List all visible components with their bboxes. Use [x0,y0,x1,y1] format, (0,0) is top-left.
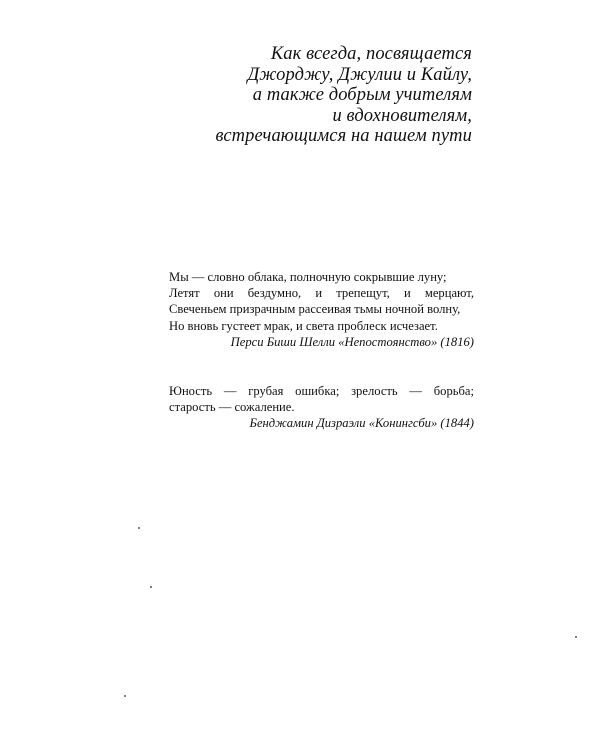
dedication-line: Как всегда, посвящается [270,44,472,64]
dedication-line: Джорджу, Джулии и Кайлу, [247,64,472,85]
epigraph-line: Юность — грубая ошибка; зрелость — борьба; [169,384,474,398]
scan-speck [124,695,126,697]
scan-speck [138,527,140,529]
epigraph-line: Летят они бездумно, и трепещут, и мерцают, [169,286,474,301]
scan-speck [150,586,152,588]
dedication [215,44,472,147]
epigraph-line: старость — сожаление. [169,400,295,415]
epigraph-shelley [169,269,474,350]
epigraph-disraeli [169,383,474,432]
scan-speck [575,636,577,638]
epigraph-attribution: Перси Биши Шелли «Непостоянство» (1816) [230,334,474,349]
epigraph-line: Но вновь густеет мрак, и света проблеск исчезает. [169,318,438,333]
epigraph-attribution: Бенджамин Дизраэли «Конингсби» (1844) [249,416,474,431]
dedication-line: встречающимся на нашем пути [215,126,472,146]
epigraph-line: Мы — словно облака, полночную сокрывшие луну; [169,270,447,284]
dedication-line: а также добрым учителям [252,85,472,105]
epigraph-line: Свеченьем призрачным рассеивая тьмы ночной волну, [169,302,461,317]
dedication-line: и вдохновителям, [332,105,472,126]
